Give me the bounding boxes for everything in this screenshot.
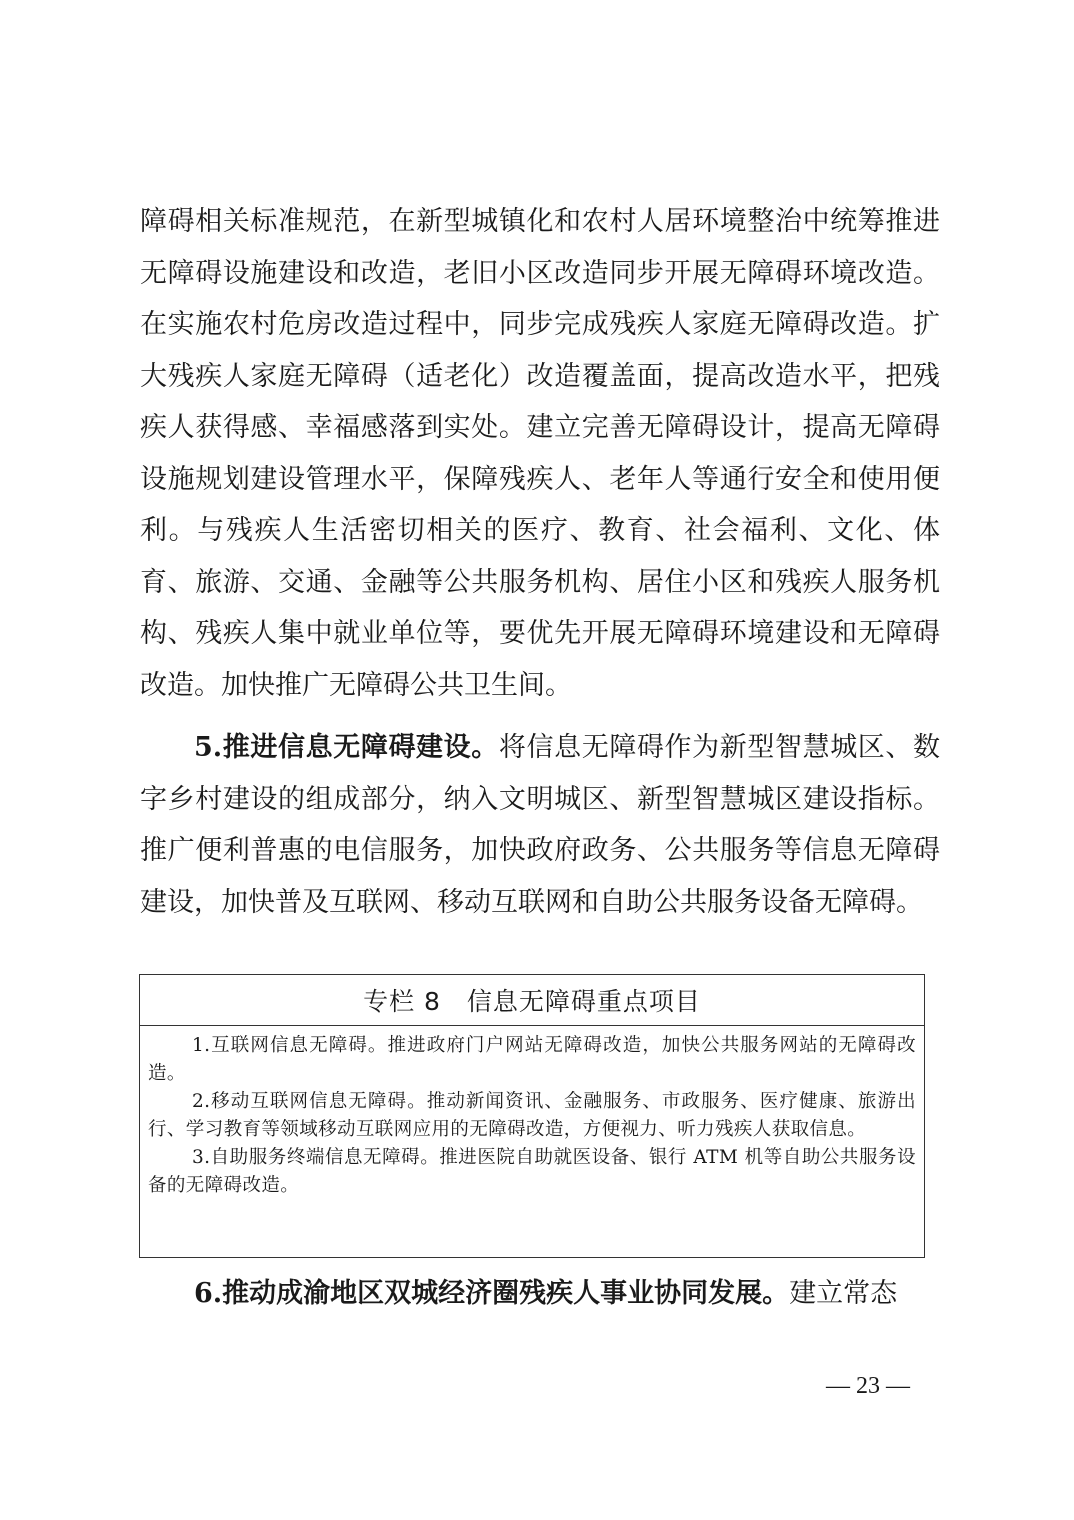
- paragraph-accessibility-standards: 障碍相关标准规范，在新型城镇化和农村人居环境整治中统筹推进无障碍设施建设和改造，老旧小区改造同步开展无障碍环境改造。在实施农村危房改造过程中，同步完成残疾人家庭无障碍改造。扩大残疾人家庭无障碍（适老化）改造覆盖面，提高改造水平，把残疾人获得感、幸福感落到实处。建立完善无障碍设计，提高无障碍设施规划建设管理水平，保障残疾人、老年人等通行安全和使用便利。与残疾人生活密切相关的医疗、教育、社会福利、文化、体育、旅游、交通、金融等公共服务机构、居住小区和残疾人服务机构、残疾人集中就业单位等，要优先开展无障碍环境建设和无障碍改造。加快推广无障碍公共卫生间。: [140, 206, 940, 701]
- column-box-item: 3.自助服务终端信息无障碍。推进医院自助就医设备、银行 ATM 机等自助公共服务设备的无障碍改造。: [148, 1147, 916, 1196]
- column-box-item: 2.移动互联网信息无障碍。推动新闻资讯、金融服务、市政服务、医疗健康、旅游出行、学习教育等领域移动互联网应用的无障碍改造，方便视力、听力残疾人获取信息。: [148, 1091, 916, 1140]
- section-6-text: 建立常态: [789, 1278, 898, 1309]
- column-box-item: 1.互联网信息无障碍。推进政府门户网站无障碍改造，加快公共服务网站的无障碍改造。: [148, 1035, 916, 1084]
- column-box-header: [140, 975, 924, 1026]
- paragraph-section-5: [140, 722, 940, 928]
- column-box-label: 专栏 8: [363, 987, 441, 1016]
- paragraph-section-6: [140, 1268, 940, 1320]
- section-5-text: 将信息无障碍作为新型智慧城区、数字乡村建设的组成部分，纳入文明城区、新型智慧城区建设指标。推广便利普惠的电信服务，加快政府政务、公共服务等信息无障碍建设，加快普及互联网、移动互联网和自助公共服务设备无障碍。: [140, 732, 941, 918]
- section-6-heading: 6.推动成渝地区双城经济圈残疾人事业协同发展。: [194, 1278, 790, 1309]
- page-number: — 23 —: [826, 1373, 910, 1399]
- section-5-heading: 5.推进信息无障碍建设。: [194, 732, 499, 763]
- column-box-title: 信息无障碍重点项目: [466, 987, 701, 1016]
- column-box-info-accessibility: [139, 974, 925, 1258]
- column-box-body: [140, 1026, 924, 1200]
